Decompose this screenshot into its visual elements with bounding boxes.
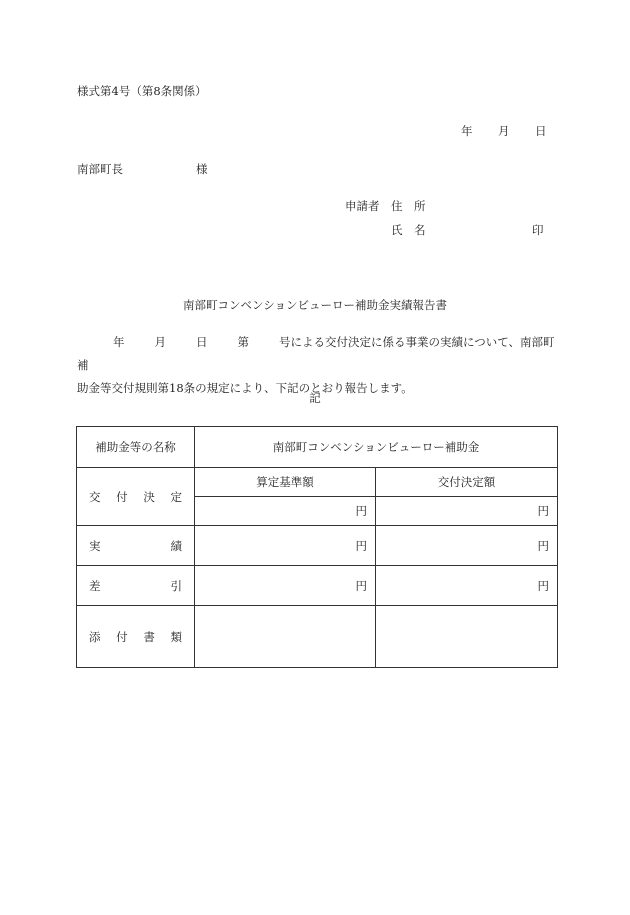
- label-char: 績: [170, 538, 182, 553]
- tenpu-cell-1: [195, 606, 376, 668]
- ki-heading: 記: [309, 391, 321, 405]
- body-rest-line1: 号による交付決定に係る事業の実績について、南部町補: [77, 335, 555, 372]
- label-char: 書: [143, 629, 155, 644]
- label-char: 差: [89, 578, 101, 593]
- document-title: 南部町コンベンションビューロー補助金実績報告書: [183, 298, 447, 312]
- table-row: [77, 606, 558, 668]
- addressee-honorific: 様: [196, 162, 208, 176]
- table-row: [77, 526, 558, 566]
- jisseki-label: [77, 526, 195, 566]
- label-char: 付: [116, 489, 128, 504]
- col-kettei-header: 交付決定額: [376, 468, 558, 497]
- body-day: 日: [196, 335, 208, 349]
- name-label: 氏 名: [391, 223, 426, 237]
- applicant-label: 申請者: [345, 199, 380, 213]
- label-char: 決: [143, 489, 155, 504]
- date-day: 日: [535, 124, 547, 138]
- addressee-name: 南部町長: [77, 162, 123, 176]
- table-row: [77, 566, 558, 606]
- label-char: 実: [89, 538, 101, 553]
- kettei-amount-cell: 円: [376, 497, 558, 526]
- seal-mark: 印: [532, 223, 544, 237]
- form-number: 様式第4号（第8条関係）: [77, 84, 207, 98]
- label-char: 類: [170, 629, 182, 644]
- tenpu-label: [77, 606, 195, 668]
- sahiki-amount-cell-2: 円: [376, 566, 558, 606]
- name-row-label: 補助金等の名称: [77, 427, 195, 468]
- body-line-2: 助金等交付規則第18条の規定により、下記のとおり報告します。: [77, 381, 413, 395]
- body-line-1: [77, 331, 557, 377]
- body-dai: 第: [237, 335, 249, 349]
- sahiki-amount-cell: 円: [195, 566, 376, 606]
- jisseki-amount-cell: 円: [195, 526, 376, 566]
- date-year: 年: [461, 124, 473, 138]
- table-row: [77, 427, 558, 468]
- body-year: 年: [113, 335, 125, 349]
- address-label: 住 所: [391, 199, 426, 213]
- label-char: 引: [170, 578, 182, 593]
- kofu-kettei-label: [77, 468, 195, 526]
- report-table: [76, 426, 558, 668]
- body-month: 月: [154, 335, 166, 349]
- name-row-value: 南部町コンベンションビューロー補助金: [195, 427, 558, 468]
- label-char: 付: [116, 629, 128, 644]
- label-char: 交: [89, 489, 101, 504]
- col-santei-header: 算定基準額: [195, 468, 376, 497]
- label-char: 定: [170, 489, 182, 504]
- santei-amount-cell: 円: [195, 497, 376, 526]
- date-month: 月: [498, 124, 510, 138]
- table-row: [77, 468, 558, 497]
- tenpu-cell-2: [376, 606, 558, 668]
- sahiki-label: [77, 566, 195, 606]
- jisseki-amount-cell-2: 円: [376, 526, 558, 566]
- label-char: 添: [89, 629, 101, 644]
